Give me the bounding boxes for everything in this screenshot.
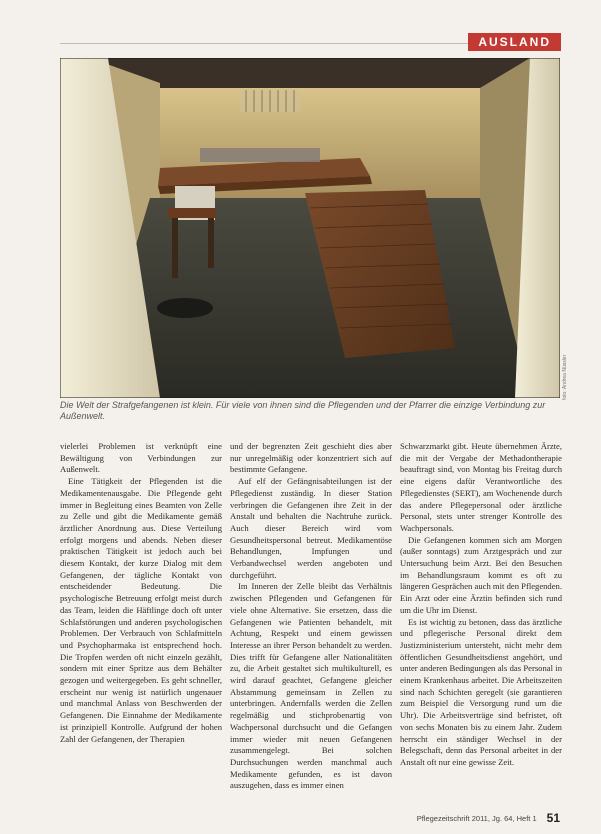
section-tag — [468, 33, 561, 51]
paragraph: vielerlei Problemen ist verknüpft eine Bewältigung von Verbindungen zur Außenwelt. — [60, 441, 222, 475]
paragraph: und der begrenzten Zeit geschieht dies aber nur unregelmäßig oder konzentriert sich auf bestimmte Gefangene. — [230, 441, 392, 475]
page-number: 51 — [546, 811, 560, 825]
text-column-2 — [230, 441, 392, 792]
paragraph: Schwarzmarkt gibt. Heute übernehmen Ärzte, die mit der Vergabe der Methadontherapie beauftragt sind, von Montag bis Freitag durch eine eigens dafür Verantwortliche des Pflegedienstes (SERT), am Wochenende durch das andere Pflegepersonal oder ärztliche Personal, stets unter strenger Kontrolle des Wachpersonals. — [400, 441, 562, 533]
text-column-1 — [60, 441, 222, 745]
paragraph: Im Inneren der Zelle bleibt das Verhältnis zwischen Pflegenden und Gefangenen für viele ohne Alternative. Sie ersetzen, dass die Gefangenen wie Patienten behandelt, mit Achtung, Respekt und einem gewissen Interesse an ihrer Person behandelt zu werden. Dies trifft für Gefangene aller Nationalitäten zu, die Arbeit gestaltet sich multikulturell, es wird darauf geachtet, Gefangene gleicher Abstammung gemeinsam in Zellen zu unterbringen. Andernfalls werden die Zellen regelmäßig und stichprobenartig von Wachpersonal durchsucht und die Gefangen immer wieder mit neuen Gefangenen zusammengelegt. Bei solchen Durchsuchungen werden manchmal auch Medikamente gefunden, es ist davon auszugehen, dass es immer einen — [230, 581, 392, 791]
photo-illustration — [60, 58, 560, 398]
paragraph: Die Gefangenen kommen sich am Morgen (außer sonntags) zum Arztgespräch und zur Untersuchung beim Arzt. Bei den Besuchen im Behandlungsraum kommt es oft zu längeren Gesprächen auch mit den Pflegenden. Ein Arzt oder eine Ärztin befinden sich rund um die Uhr im Dienst. — [400, 534, 562, 615]
paragraph: Auf elf der Gefängnisabteilungen ist der Pflegedienst zuständig. In dieser Station verbringen die Gefangenen ihre Zeit in der Anstalt und behalten die Nachtruhe zurück. Auch dieser Bereich wird vom Gesundheitspersonal betreut. Medikamentöse Behandlungen, Impfungen und Verbandwechsel werden angeboten und durchgeführt. — [230, 476, 392, 580]
section-label: AUSLAND — [478, 35, 551, 49]
prison-cell-photo — [60, 58, 560, 398]
paragraph: Es ist wichtig zu betonen, dass das ärztliche und pflegerische Personal direkt dem Justizministerium untersteht, nicht mehr dem öffentlichen Gesundheitsdienst angehört, und unter anderen Bedingungen als das Personal in einem Krankenhaus arbeitet. Die Arbeitszeiten sind nach Schichten geregelt (sie garantieren zum Beispiel die Versorgung rund um die Uhr). Die Arbeitsverträge sind befristet, oft von sechs Monaten bis zu einem Jahr. Zudem herrscht ein ständiger Wechsel in der Belegschaft, denn das Personal arbeitet in der Anstalt oft nur eine gewisse Zeit. — [400, 616, 562, 767]
journal-reference: Pflegezeitschrift 2011, Jg. 64, Heft 1 — [416, 813, 537, 823]
header-rule — [60, 43, 488, 44]
text-column-3 — [400, 441, 562, 769]
photo-credit: foto: Andrea Nüssler — [562, 354, 568, 400]
paragraph: Eine Tätigkeit der Pflegenden ist die Medikamentenausgabe. Die Pflegende geht immer in Begleitung eines Beamten von Zelle zu Zelle und gibt die Medikamente gemäß ärztlicher Anordnung aus. Diese Verteilung erfolgt morgens und abends. Neben dieser praktischen Tätigkeit ist jedoch auch bei diesem Kontakt, der kurze Dialog mit dem Gefangenen, der tägliche Kontakt von entscheidender Bedeutung. Die psychologische Betreuung erfolgt meist durch das Team, leiden die Häftlinge doch oft unter Schlafstörungen und anderen psychologischen Problemen. Der Verbrauch von Schlafmitteln und Psychopharmaka ist entsprechend hoch. Die Tropfen werden oft nicht einzeln gezählt, sondern mit einer Spritze aus dem Behälter gezogen und weitergegeben. Es geht schneller, erscheint nur wenig ist natürlich ungenauer und manchmal Anlass von Beschwerden der Gefangenen. Die Einnahme der Medikamente ist prinzipiell Kontrolle. Aufgrund der hohen Zahl der Gefangenen, der Therapien — [60, 476, 222, 744]
photo-caption: Die Welt der Strafgefangenen ist klein. Für viele von ihnen sind die Pflegenden und der Pfarrer die einzige Verbindung zur Außenwelt. — [60, 400, 546, 421]
page-footer — [400, 811, 560, 825]
